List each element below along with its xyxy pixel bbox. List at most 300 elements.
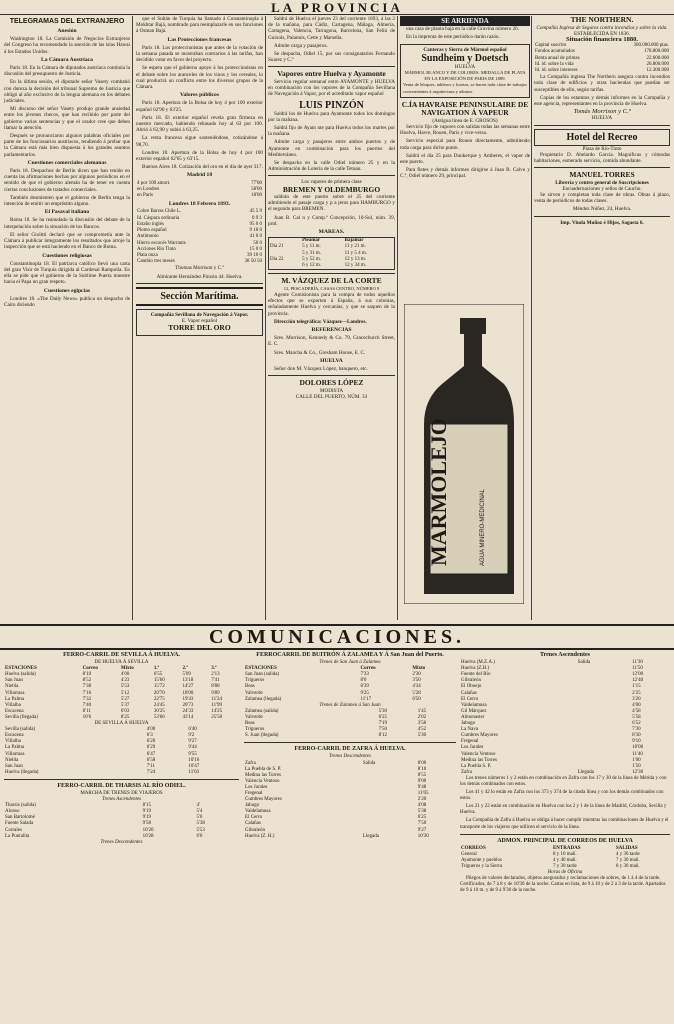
table-cell: Villarrasa bbox=[5, 751, 25, 757]
table-cell: 5'38 bbox=[196, 821, 205, 827]
table-cell: 9'25 bbox=[360, 690, 369, 696]
table-cell: 24'33 bbox=[182, 708, 194, 714]
table-header: Pleamar bbox=[302, 238, 321, 244]
insurer-est: ESTABLECIDA EN 1836. bbox=[574, 30, 630, 37]
table-cell: Sevilla (llegada) bbox=[5, 714, 38, 720]
table-cell: 9'89 bbox=[211, 690, 220, 696]
table-cell: 7'19 bbox=[378, 721, 387, 727]
paragraph: Washington 18. La Comisión de Negocios Extranjeros del Congreso ha recomendado la anexión de las islas Hawai á los Estados Unidos. bbox=[4, 36, 130, 55]
table-cell: 9'48 bbox=[417, 784, 427, 790]
table-cell: Capital suscrito bbox=[535, 43, 567, 49]
table-cell: 5 y 52 m. bbox=[302, 256, 321, 262]
paragraph: La Compañía inglesa The Northern asegura contra incendios toda clase de edificios y otras haciendas que puedan ser susceptibles de ello, según tarifas. bbox=[534, 74, 670, 93]
table-cell: Trigueros bbox=[245, 727, 265, 733]
paragraph: Sres. Mancha & Co., Gresham House, E. C. bbox=[274, 349, 366, 356]
table-cell: 7'40 bbox=[82, 702, 92, 708]
table-cell: Corrales bbox=[5, 827, 22, 833]
table-cell: 1'00 bbox=[632, 757, 641, 763]
table-cell: 15'60 bbox=[153, 678, 165, 684]
column-rule bbox=[531, 16, 532, 620]
table-cell: 4'08 bbox=[417, 803, 427, 809]
city-label: HUELVA bbox=[320, 357, 343, 364]
table-cell: Huelva (Z. H.) bbox=[245, 833, 275, 839]
table-row bbox=[244, 834, 456, 840]
column-rule bbox=[397, 16, 398, 620]
rent-ad-header: SE ARRIENDA bbox=[400, 16, 530, 26]
paragraph: Para fletes y demás informes dirigirse á Juan B. Calvo y C.ª, Odiel número 29, principal. bbox=[400, 167, 530, 180]
table-cell: Huelva (llegada) bbox=[5, 769, 39, 775]
bookseller-name: MANUEL TORRES bbox=[569, 170, 635, 180]
table-cell: 1'45 bbox=[417, 708, 427, 714]
table-cell: Día 21 bbox=[270, 244, 284, 250]
table-cell: General bbox=[461, 851, 477, 857]
table-header: Correo bbox=[82, 666, 98, 672]
table-cell: 7 y 30 mañ. bbox=[616, 857, 640, 863]
table-cell: 8'11 bbox=[82, 708, 91, 714]
bremen-pre: Los vapores de primera clase bbox=[301, 179, 362, 186]
table-cell: 12 y 34 m. bbox=[344, 263, 366, 269]
timetable-subtitle: Trenes Descendentes bbox=[329, 754, 371, 760]
table-cell: Medina las Torres bbox=[245, 772, 281, 778]
column-shipping bbox=[268, 16, 395, 622]
table-cell: 9'10 bbox=[632, 739, 641, 745]
table-header: Correo bbox=[360, 666, 376, 672]
table-cell: San Juan bbox=[5, 678, 23, 684]
table-cell: Villalba bbox=[5, 739, 21, 745]
table-cell: Cobre Barras Chile L. bbox=[137, 209, 182, 215]
table-cell: Valdelamusa bbox=[461, 702, 487, 708]
paragraph: Londres 18. Apertura de la Bolsa de hoy 4 por 100 exterior español 62'65 y 63'15. bbox=[136, 149, 263, 163]
timetable-title: FERRO-CARRIL DE ZAFRA Á HUELVA. bbox=[294, 746, 406, 753]
table-cell: 4'52 bbox=[417, 727, 427, 733]
timetable-subtitle: MARCHA DE TRENES DE VIAJEROS bbox=[80, 790, 163, 796]
paragraph: Paris 18. En la Cámara de diputados austriaca continúa la discusión del presupuesto de Justicia. bbox=[4, 65, 130, 78]
paragraph: Londres 18. «The Daily News» publica un despacho de Cairo diciendo bbox=[4, 295, 130, 308]
section-subtitle: Cuestiones religiosas bbox=[42, 252, 92, 259]
table-cell: Plomo español bbox=[137, 228, 167, 234]
table-cell: 7'11 bbox=[146, 763, 156, 769]
insurer-financial: Situación financiera 1880. bbox=[565, 35, 639, 43]
table-cell: Villarrasa bbox=[5, 690, 25, 696]
table-cell: 4 y 30 tarde bbox=[616, 851, 640, 857]
table-cell: 4'00 bbox=[120, 672, 130, 678]
table-cell: 5 y 11 m. bbox=[302, 244, 321, 250]
timetable-subtitle: Trenes de San Juan á Zalamea bbox=[319, 660, 381, 666]
table-cell: 8'52 bbox=[82, 678, 92, 684]
table-cell: Acciones Río Tinto bbox=[137, 246, 176, 252]
table-cell: 20'70 bbox=[153, 690, 165, 696]
bookseller-address: Méndez Núñez, 24, Huelva. bbox=[572, 206, 632, 213]
table-row bbox=[269, 238, 395, 245]
table-cell: Huelva (Z.H.) bbox=[461, 666, 490, 672]
bottle-label: MARMOLEJO bbox=[426, 418, 451, 566]
section-subtitle: Cuestiones egipcias bbox=[43, 287, 91, 294]
table-cell: Antimonio bbox=[137, 234, 159, 240]
london-table bbox=[136, 209, 263, 265]
timetable-subtitle: Trenes Ascendentes bbox=[101, 797, 142, 803]
table-cell: 8'88 bbox=[211, 684, 220, 690]
table-cell: Fregenal bbox=[245, 790, 263, 796]
table-cell: 45 5 9 bbox=[249, 209, 262, 215]
insurer-name: THE NORTHERN. bbox=[570, 16, 634, 24]
paragraph: Agente Comisionista para la compra de todos aquellos efectos que se exporten á España, á sus colonias, señaladamente Huelva y cercanías, y que se saquen de la provincia. bbox=[268, 292, 395, 317]
timetable-zafra-huelva-ascending bbox=[460, 650, 670, 1020]
table-cell: 11 y 21 m. bbox=[344, 244, 366, 250]
table-cell: 9'58 bbox=[142, 821, 152, 827]
bookseller-sub: Librería y centro general de Suscripciones bbox=[555, 179, 649, 186]
table-cell: 5'53 bbox=[120, 684, 130, 690]
table-cell: Id. id. sobre intereses bbox=[535, 67, 578, 73]
table-cell: 11'17 bbox=[360, 696, 372, 702]
table-cell: 2'20 bbox=[417, 797, 427, 803]
table-header: ESTACIONES bbox=[5, 666, 37, 672]
table-cell: La Nava bbox=[461, 727, 479, 733]
table-cell: La Palma bbox=[5, 745, 25, 751]
timetable-subtitle: Trenes Descendentes bbox=[100, 839, 143, 845]
tides-title: MAREAS. bbox=[318, 229, 345, 236]
section-subtitle: Cuestiones comerciales alemanas bbox=[27, 159, 107, 166]
table-cell: Estaño inglés bbox=[137, 221, 164, 227]
table-cell: 4'34 bbox=[412, 684, 421, 690]
table-cell: 24'45 bbox=[153, 702, 165, 708]
table-cell: Valencia Ventoso bbox=[245, 778, 280, 784]
agent-name: M. VÁZQUEZ DE LA CORTE bbox=[281, 276, 382, 286]
table-cell: 0 9 3 bbox=[252, 215, 262, 221]
post-office-title: ADMON. PRINCIPAL DE CORREOS DE HUELVA bbox=[497, 837, 633, 844]
divider bbox=[268, 66, 395, 67]
table-cell: San Juan (salida) bbox=[245, 672, 280, 678]
paragraph: Pliegos de valores declarados, objetos asegurados y reclamaciones de sobres, de 1 á 4 de la tarde. Certificados, de 7 á 8 y de 10'30 de la noche. Cartas en lista, de 9 á 10 y de 2 á 3 de la tarde. Apartados de 9 á 10 m. y de 9 á 9'30 de la noche. bbox=[460, 876, 666, 894]
table-cell: 5'09 bbox=[182, 672, 191, 678]
table-cell: 300.000.000 ptas. bbox=[633, 43, 669, 49]
timetable-title: Trenes Ascendentes bbox=[540, 652, 590, 658]
table-cell: 10'28 bbox=[142, 833, 154, 839]
divider bbox=[4, 779, 239, 780]
table-cell: 7'24 bbox=[146, 769, 156, 775]
table-cell: Huelva (M.Z.A.) bbox=[461, 660, 495, 666]
table-cell: 6'52 bbox=[632, 721, 641, 727]
table-cell: 10'30 bbox=[417, 833, 429, 839]
table-cell: 1'50 bbox=[632, 763, 641, 769]
table-cell: 9'2 bbox=[188, 733, 195, 739]
table-cell: 8 y 10 mañ. bbox=[552, 851, 577, 857]
table-cell: Día 22 bbox=[270, 256, 284, 262]
table-cell: Id. Cáspara ordinaria bbox=[137, 215, 180, 221]
section-subtitle: La Cámara Austriaca bbox=[41, 56, 93, 63]
table-cell: 8'15 bbox=[142, 803, 152, 809]
maritime-section-title: Sección Marítima. bbox=[136, 287, 263, 306]
table-cell: 12'30 bbox=[632, 769, 644, 775]
divider bbox=[534, 216, 670, 217]
table-cell: Trigueros bbox=[245, 678, 265, 684]
table-cell: 11'03 bbox=[188, 769, 200, 775]
paragraph: Paris 18. Apertura de la Bolsa de hoy 4 por 100 exterior español 62'90 y 63'25. bbox=[136, 100, 263, 113]
table-cell: 6'25 bbox=[378, 714, 387, 720]
marble-ad bbox=[400, 44, 530, 98]
table-cell: 9'19 bbox=[142, 809, 152, 815]
table-cell: Jabugo bbox=[245, 803, 260, 809]
table-cell: 6'25 bbox=[417, 815, 427, 821]
table-cell: 14'27 bbox=[182, 684, 194, 690]
table-cell: 53'66 bbox=[153, 714, 165, 720]
table-header: 3.ª bbox=[211, 666, 217, 672]
table-cell: El Cerro bbox=[461, 696, 479, 702]
table-header: ESTACIONES bbox=[245, 666, 277, 672]
paragraph: La Compañía de Zafra á Huelva se obliga á hacer cumplir mientras las combinaciones de Huelva y el transporte de los viajeros que utilicen el servicio de la línea. bbox=[460, 818, 669, 830]
paragraph: Admite carga y pasajeros. bbox=[274, 42, 328, 49]
paragraph: Se despacha en la calle Odiel número 25 y en la Administración de Loteria de la calle Tetuan. bbox=[268, 159, 395, 173]
table-cell: 8'0 bbox=[360, 678, 367, 684]
table-row bbox=[269, 263, 395, 270]
table-row bbox=[4, 770, 239, 776]
timetable-buitron-zalamea bbox=[244, 650, 456, 1020]
ship-name: LUIS PINZÓN bbox=[299, 99, 364, 111]
table-cell: 8'10 bbox=[82, 672, 92, 678]
table-row bbox=[244, 733, 456, 739]
paragraph: Paris 18. Los proteccionistas que antes de la votación de la semana pasada se mostraban contrarios á las tarifas, han decidido votar en favor del proyecto. bbox=[136, 44, 263, 64]
hotel-sub: Plaza de Río-Tinto bbox=[582, 145, 622, 152]
paragraph: Servicio regular semanal entre AYAMONTE y HUELVA en combinación con los vapores de la Compañía Sevillana de Navegación á Vapor, por el acreditado vapor español bbox=[268, 78, 395, 98]
table-cell: Valdelamusa bbox=[245, 809, 271, 815]
timetable-table bbox=[4, 666, 239, 721]
table-cell: 43'14 bbox=[182, 714, 194, 720]
table-cell: Valverde bbox=[245, 690, 263, 696]
table-cell: 3'58 bbox=[417, 721, 427, 727]
table-cell: Tharsis (salida) bbox=[5, 803, 36, 809]
dressmaker-name: DOLORES LÓPEZ bbox=[299, 378, 364, 388]
table-cell: Los Jarales bbox=[245, 784, 268, 790]
table-cell: Fondos acumulados bbox=[535, 49, 575, 55]
table-cell: en Paris bbox=[137, 193, 153, 199]
table-cell: 4'58 bbox=[632, 708, 641, 714]
ad-text: Venta de bloques, tableros y losetas, se hacen toda clase de trabajos concernientes á arquitectura y adorno. bbox=[403, 82, 527, 94]
table-cell: Id. id. sobre la vida bbox=[535, 61, 574, 67]
table-header: Mixto bbox=[412, 666, 426, 672]
table-cell: 5'53 bbox=[196, 827, 205, 833]
insurer-table bbox=[534, 43, 670, 74]
table-cell: Fuente del Río bbox=[461, 672, 491, 678]
timetable-table bbox=[244, 761, 456, 840]
table-cell: 13'18 bbox=[182, 678, 194, 684]
dressmaker-address: CALLE DEL PUERTO, NÚM. 33 bbox=[295, 393, 368, 400]
table-cell: 14'25 bbox=[211, 708, 223, 714]
section-subtitle: Anesión bbox=[57, 28, 77, 34]
table-cell: 25'50 bbox=[211, 714, 223, 720]
printer-line: Imp. Viuda Muñoz é Hijos, Sagasta 6. bbox=[560, 219, 644, 226]
table-cell: Almonaster bbox=[461, 714, 485, 720]
navigation-company-ad bbox=[136, 309, 263, 336]
table-cell: 15'72 bbox=[153, 684, 165, 690]
steamer-title: Vapores entre Huelva y Ayamonte bbox=[277, 69, 386, 79]
table-cell: 11 y 5 4 m. bbox=[344, 250, 368, 256]
table-cell: 10'00 bbox=[632, 745, 644, 751]
table-cell: Beas bbox=[245, 684, 255, 690]
timetable-table bbox=[4, 803, 239, 840]
table-cell: 26.800.000 bbox=[646, 61, 669, 67]
table-cell: Gil Márquez bbox=[461, 708, 487, 714]
table-cell: 9'27 bbox=[188, 739, 197, 745]
table-cell: Valverde bbox=[245, 714, 263, 720]
table-cell: 7'41 bbox=[211, 678, 220, 684]
table-header: CORREOS bbox=[461, 845, 486, 851]
post-office-table bbox=[460, 846, 670, 870]
table-cell: Salida bbox=[577, 660, 591, 666]
table-cell: Valencia Ventoso bbox=[461, 751, 496, 757]
table-cell: 4'00 bbox=[632, 702, 641, 708]
table-cell: 8 y 30 mañ. bbox=[616, 864, 640, 869]
ship-name: TORRE DEL ORO bbox=[168, 323, 231, 333]
table-cell: 22'75 bbox=[153, 696, 165, 702]
dressmaker-label: MODISTA bbox=[319, 387, 344, 394]
table-cell: Llegada bbox=[577, 769, 594, 775]
table-cell: 7'38 bbox=[82, 684, 92, 690]
ad-subtitle: Canteras y Sierra de Mármol español bbox=[423, 46, 507, 53]
table-row bbox=[136, 193, 263, 199]
masthead: LA PROVINCIA bbox=[0, 0, 674, 15]
table-cell: La Puebla S. P. bbox=[461, 763, 492, 769]
table-cell: 12'40 bbox=[632, 678, 644, 684]
table-header: SALIDAS bbox=[616, 845, 638, 851]
table-cell: Alonso bbox=[5, 809, 20, 815]
table-cell: 8'25 bbox=[120, 714, 130, 720]
table-cell: 30'25 bbox=[153, 708, 165, 714]
table-cell: Fuente Salada bbox=[5, 821, 34, 827]
paragraph: Propietario D. Abelardo García. Magníficas y cómodas habitaciones, esmerado servicio, comida abundante. bbox=[534, 151, 670, 164]
paragraph: Mi discurso del señor Vasety produjo grande ansiedad entre los jóvenes checos, que han recibido por parte del gobierno varias sentencias y que el orador cree que deben llamar la atención. bbox=[4, 106, 130, 131]
column-news-markets bbox=[136, 16, 263, 622]
table-cell: Zafra bbox=[245, 760, 256, 766]
table-cell: Cambio tres meses bbox=[137, 259, 175, 265]
paragraph: El señor Giolitti declaró que se comprometía ante la Cámara á publicar íntegramente los resultados que arroje la inspección que se está haciendo en el Banco de Roma. bbox=[4, 231, 130, 251]
table-cell: La Palma bbox=[5, 696, 25, 702]
table-cell: Plata onza bbox=[137, 252, 158, 258]
paragraph: Sres. Morrison, Kennedy & Co. 79, Gracechurch Street, E. C. bbox=[268, 335, 395, 348]
table-cell: 1'15 bbox=[632, 684, 641, 690]
table-cell: 11'40 bbox=[632, 751, 643, 757]
timetable-subtitle: DE HUELVA Á SEVILLA bbox=[94, 660, 149, 666]
paragraph: una casa de planta baja en la calle Gravina número 26. bbox=[406, 26, 520, 33]
table-cell: 6'55 bbox=[153, 672, 163, 678]
ad-city: HUELVA bbox=[454, 63, 476, 70]
paragraph: Saldrá los de Huelva para Ayamonte todos los domingos por la mañana. bbox=[268, 110, 395, 123]
divider bbox=[244, 742, 456, 743]
table-cell: 4'00 bbox=[146, 727, 156, 733]
table-cell: 7'16 bbox=[82, 690, 92, 696]
paragraph: Paris 18. Despachos de Berlín dicen que han tenido en cuenta las afirmaciones hechas por algunos periódicos en el sentido de que el gobierno alemán ha de tener en cuenta ciertas conclusiones de tratados comerciales. bbox=[4, 168, 130, 193]
table-cell: 7'30 bbox=[632, 727, 641, 733]
paragraph: La renta francesa sigue sosteniéndose, cotizándose á 98,70. bbox=[136, 135, 263, 148]
agent-name: Tomás Morrison y C.ª bbox=[573, 108, 631, 116]
table-cell: 38 50 50 bbox=[244, 259, 262, 265]
table-cell: 22.600.000 bbox=[646, 55, 669, 61]
divider bbox=[268, 273, 395, 274]
section-subtitle: Las Protecciones francesas bbox=[167, 36, 232, 43]
table-cell: 6 y 12 m. bbox=[302, 263, 321, 269]
table-cell: 10'6 bbox=[82, 714, 92, 720]
table-cell: 7'33 bbox=[360, 672, 369, 678]
table-cell: 9'00 bbox=[417, 778, 427, 784]
table-cell: 7'32 bbox=[82, 696, 92, 702]
bremen-title: BREMEN Y OLDEMBURGO bbox=[282, 184, 381, 194]
table-cell: Niebla bbox=[5, 684, 19, 690]
paragraph: Constantinopla 18. El patriarca católico llevó una carta del gran Visir de Turquía dirigida al Cardenal Rampolla. En ella se pide que el gobierno de la Sublime Puerta muestre hacia el Papa un gran respeto. bbox=[4, 260, 130, 286]
mineral-water-bottle-illustration bbox=[404, 304, 524, 604]
column-rule bbox=[132, 16, 133, 620]
paragraph: Se sirven y completan toda clase de obras. Obras á plazo, venta de periódicos de todas clases. bbox=[534, 192, 670, 205]
table-cell: 8'55 bbox=[417, 772, 427, 778]
havraise-sub: (Antigua línea de E. GROSOS) bbox=[432, 117, 498, 124]
column-rule bbox=[265, 16, 266, 620]
table-cell: Renta anual de primas bbox=[535, 55, 580, 61]
timetable-title: FERROCARRIL DE BUITRÓN Á ZALAMEA Y Á San Juan del Puerto. bbox=[256, 652, 444, 658]
company-title: Compañía Sevillana de Navegación á Vapor. bbox=[150, 311, 249, 318]
agent-city: HUELVA bbox=[591, 115, 613, 122]
table-cell: Los Jarales bbox=[461, 745, 484, 751]
table-cell: 5'0 bbox=[196, 815, 203, 821]
table-cell: Hierro escocés Warrants bbox=[137, 240, 186, 246]
timetable-table bbox=[244, 709, 456, 739]
column-telegrams bbox=[4, 16, 130, 622]
paragraph: Se espera que el gobierno apoye á los proteccionistas en el debate sobre los aranceles de los vinos y los cereales, lo cual producirá un conflicto entre los diversos grupos de la Cámara. bbox=[136, 65, 263, 91]
table-cell: Salida bbox=[362, 760, 376, 766]
table-cell: 11'05 bbox=[417, 790, 429, 796]
paragraph: Dirección telegráfica: Vázquez—Londres. bbox=[274, 318, 367, 325]
table-cell: 12.300.000 bbox=[646, 67, 669, 73]
paragraph: Señor don M. Vázquez López, banquero, etc. bbox=[274, 366, 368, 373]
telegrams-title: TELEGRAMAS DEL EXTRANJERO bbox=[9, 18, 125, 25]
paragraph: Los trenes números 1 y 2 están en combinación en Zafra con los 17 y 30 de la línea de Mérida y con los demás combinados con estos. bbox=[460, 775, 667, 787]
timetable-subtitle: DE SEVILLA Á HUELVA bbox=[94, 721, 149, 727]
table-cell: 4 y 40 mañ. bbox=[552, 857, 577, 863]
table-cell: 39 10 0 bbox=[247, 252, 262, 258]
table-cell: 5'58 bbox=[632, 714, 641, 720]
timetable-table bbox=[244, 666, 456, 703]
table-cell: 5'30 bbox=[378, 708, 387, 714]
divider bbox=[460, 834, 670, 835]
timetable-title: FERRO-CARRIL DE SEVILLA Á HUELVA. bbox=[63, 652, 180, 658]
table-cell: 8'39 bbox=[360, 684, 369, 690]
table-cell: Zalamea (llegada) bbox=[245, 696, 282, 702]
references-title: REFERENCIAS bbox=[311, 327, 352, 334]
table-cell: La Puntalita bbox=[5, 833, 30, 839]
paragraph: En la imprenta de este periódico darán razón. bbox=[406, 34, 500, 41]
timetable-table bbox=[460, 660, 670, 776]
table-header: Mixto bbox=[120, 666, 134, 672]
paragraph: Buenos Aires 18. Cotización del oro en el día de ayer 317. bbox=[142, 164, 263, 171]
hotel-name: Hotel del Recreo bbox=[534, 129, 670, 146]
table-header: 2.ª bbox=[182, 666, 188, 672]
paragraph: Servicio fijo de vapores con salidas todas las semanas entre Huelva, Havre, Rouen, París y vice-versa. bbox=[400, 124, 530, 137]
divider bbox=[534, 167, 670, 168]
table-cell: Gibraleón bbox=[461, 678, 481, 684]
post-office-hours: Horas de Oficina bbox=[547, 870, 583, 876]
column-insurance-ads bbox=[534, 16, 670, 622]
table-cell: 58'00 bbox=[251, 186, 262, 192]
table-cell: San Bartolomé bbox=[5, 815, 35, 821]
paragraph: Después se pronunciaron algunos palabras oficiales por parte de los funcionarios austriacos, tendiendo á probar que la Cámara está más bien dispuesta á los grandes asuntos parlamentarios. bbox=[4, 133, 130, 158]
ad-text: MÁRMOL BLANCO Y DE COLORES. MEDALLA DE PLATA EN LA EXPOSICIÓN DE PARIS DE 1889. bbox=[404, 70, 526, 82]
table-cell: 11'99 bbox=[211, 702, 222, 708]
paragraph: Copias de los estatutos y demás informes en la Compañía y este agencia, representantes en la provincia de Huelva. bbox=[534, 94, 670, 107]
table-cell: 5'37 bbox=[120, 702, 130, 708]
table-cell: 5'28 bbox=[412, 690, 421, 696]
table-cell: Gibraleón bbox=[245, 827, 265, 833]
paragraph: Roma 18. Se ha reanudado la discusión del debate de la interpelación sobre la situación de los Bancos. bbox=[4, 217, 130, 230]
paragraph: que el Sultán de Turquía ha llamado á Constantinopla á Mokhtar Bajá, nombrado para reemplazarle en sus funciones á Osman Bajá. bbox=[136, 16, 263, 35]
table-cell: 6'03 bbox=[120, 708, 130, 714]
paragraph: Saldrá fijo de Ayam nte para Huelva todos los martes por la mañana. bbox=[268, 124, 395, 138]
table-cell: 8'00 bbox=[417, 760, 427, 766]
